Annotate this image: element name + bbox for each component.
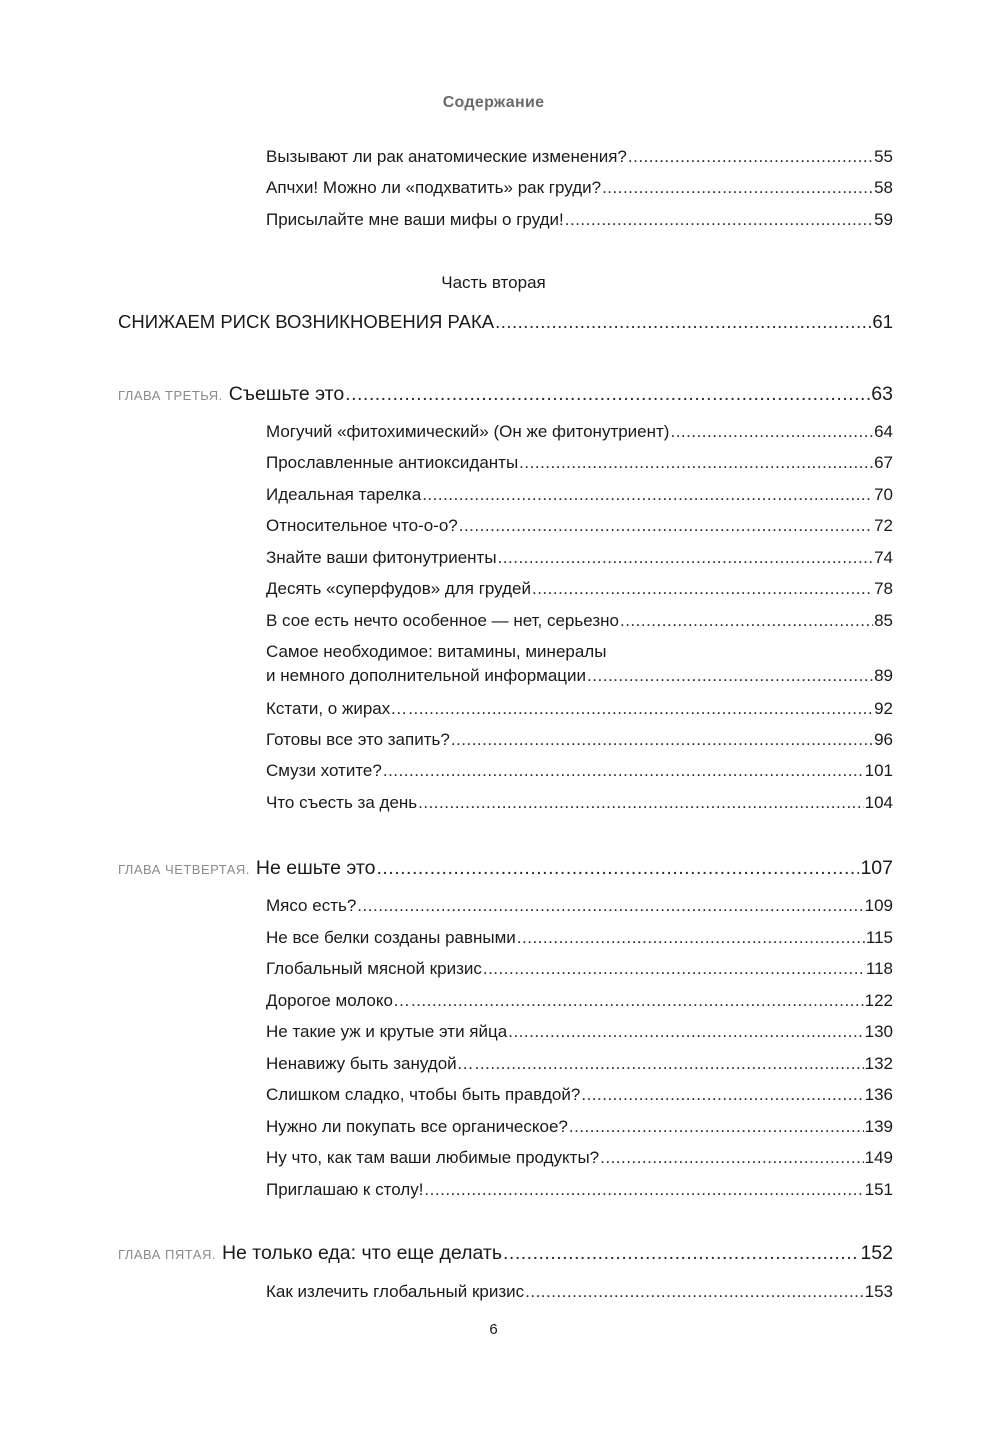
toc-entry-title: Смузи хотите? (266, 761, 382, 780)
leader-dots (519, 452, 873, 474)
part-page: 61 (872, 311, 893, 332)
toc-entry-title: Не все белки созданы равными (266, 928, 516, 947)
page-header: Содержание (442, 94, 545, 111)
leader-dots (408, 698, 873, 720)
leader-dots (345, 383, 870, 405)
leader-dots (503, 1242, 859, 1264)
leader-dots (357, 895, 863, 917)
leader-dots (670, 421, 873, 443)
leader-dots (483, 958, 865, 980)
toc-entry[interactable] (266, 452, 893, 474)
toc-entry[interactable] (266, 547, 893, 569)
leader-dots (495, 311, 871, 333)
toc-entry[interactable] (266, 1147, 893, 1169)
toc-entry-page: 58 (874, 178, 893, 197)
chapter-title: Не ешьте это (255, 857, 376, 879)
leader-dots (383, 760, 864, 782)
toc-entry-page: 89 (874, 666, 893, 685)
chapter-label: ГЛАВА ТРЕТЬЯ. (118, 388, 223, 403)
leader-dots (451, 729, 873, 751)
toc-entry-title: Вызывают ли рак анатомические изменения? (266, 147, 627, 166)
toc-entry-page: 55 (874, 147, 893, 166)
toc-entry[interactable] (266, 958, 893, 980)
toc-entry-page: 130 (864, 1022, 893, 1041)
toc-entry-page: 67 (874, 453, 893, 472)
leader-dots (517, 927, 865, 949)
toc-entry[interactable] (266, 1116, 893, 1138)
toc-entry-title: Глобальный мясной кризис (266, 959, 482, 978)
toc-entry-title: Нужно ли покупать все органическое? (266, 1117, 568, 1136)
toc-entry-page: 136 (864, 1085, 893, 1104)
leader-dots (424, 1179, 863, 1201)
toc-entry-page: 59 (874, 210, 893, 229)
toc-entry-title: Готовы все это запить? (266, 730, 450, 749)
toc-entry-page: 70 (874, 485, 893, 504)
leader-dots (525, 1281, 864, 1303)
toc-entry[interactable] (266, 421, 893, 443)
toc-entry-title: Знайте ваши фитонутриенты (266, 548, 497, 567)
toc-entry[interactable] (266, 927, 893, 949)
toc-entry[interactable] (266, 1281, 893, 1303)
toc-entry-line2 (266, 665, 893, 687)
toc-entry-title: Апчхи! Можно ли «подхватить» рак груди? (266, 178, 602, 197)
toc-entry[interactable] (266, 146, 893, 168)
toc-entry[interactable] (266, 792, 893, 814)
toc-entry-page: 78 (874, 579, 893, 598)
toc-entry-page: 149 (864, 1148, 893, 1167)
chapter-label: ГЛАВА ПЯТАЯ. (118, 1247, 216, 1262)
leader-dots (602, 177, 873, 199)
toc-entry[interactable] (266, 1084, 893, 1106)
toc-entry[interactable] (266, 1053, 893, 1075)
toc-entry-title: Относительное что-о-о? (266, 516, 458, 535)
toc-entry-title: Присылайте мне ваши мифы о груди! (266, 210, 564, 229)
leader-dots (581, 1084, 863, 1106)
leader-dots (422, 484, 873, 506)
leader-dots (569, 1116, 864, 1138)
toc-entry-page: 74 (874, 548, 893, 567)
chapter-page: 107 (860, 857, 893, 879)
toc-entry-title: Что съесть за день (266, 793, 418, 812)
toc-entry-title: Ну что, как там ваши любимые продукты? (266, 1148, 600, 1167)
toc-entry[interactable] (266, 578, 893, 600)
toc-entry-title: Слишком сладко, чтобы быть правдой? (266, 1085, 581, 1104)
part-title: СНИЖАЕМ РИСК ВОЗНИКНОВЕНИЯ РАКА (118, 311, 495, 332)
toc-entry[interactable] (266, 1021, 893, 1043)
toc-entry-page: 118 (865, 959, 893, 978)
toc-entry-page: 72 (874, 516, 893, 535)
toc-entry-page: 151 (864, 1180, 893, 1199)
toc-entry-two-line[interactable] (266, 638, 893, 687)
toc-entry-title: Как излечить глобальный кризис (266, 1282, 525, 1301)
toc-entry-title: Прославленные антиоксиданты (266, 453, 519, 472)
leader-dots (376, 857, 859, 879)
toc-entry-title: Приглашаю к столу! (266, 1180, 424, 1199)
chapter-5-heading[interactable] (118, 1242, 893, 1266)
toc-entry-title: Кстати, о жирах… (266, 699, 408, 718)
toc-entry[interactable] (266, 209, 893, 231)
chapter-4-heading[interactable] (118, 857, 893, 881)
toc-entry[interactable] (266, 484, 893, 506)
toc-entry-page: 132 (864, 1054, 893, 1073)
toc-entry-page: 92 (874, 699, 893, 718)
toc-entry[interactable] (266, 1179, 893, 1201)
leader-dots (508, 1021, 863, 1043)
chapter-title: Съешьте это (228, 383, 345, 405)
toc-entry-page: 122 (864, 991, 893, 1010)
chapter-page: 63 (871, 383, 893, 405)
toc-entry[interactable] (266, 895, 893, 917)
toc-entry-title-line2: и немного дополнительной информации (266, 666, 587, 685)
toc-entry-page: 104 (864, 793, 893, 812)
leader-dots (532, 578, 873, 600)
leader-dots (620, 610, 873, 632)
leader-dots (587, 665, 873, 687)
toc-entry[interactable] (266, 990, 893, 1012)
chapter-title: Не только еда: что еще делать (221, 1242, 502, 1264)
toc-entry-page: 64 (874, 422, 893, 441)
part-title-entry[interactable] (118, 311, 893, 333)
page-number: 6 (489, 1321, 498, 1338)
toc-entry-title: Могучий «фитохимический» (Он же фитонутриент) (266, 422, 670, 441)
toc-entry-title-line1: Самое необходимое: витамины, минералы (266, 642, 607, 661)
toc-entry[interactable] (266, 610, 893, 632)
toc-entry-page: 85 (874, 611, 893, 630)
part-label: Часть вторая (441, 273, 546, 292)
toc-entry-title: Идеальная тарелка (266, 485, 422, 504)
toc-entry[interactable] (266, 729, 893, 751)
leader-dots (498, 547, 874, 569)
chapter-page: 152 (860, 1242, 893, 1264)
toc-entry[interactable] (266, 515, 893, 537)
toc-entry-page: 96 (874, 730, 893, 749)
toc-entry-page: 153 (864, 1282, 893, 1301)
toc-entry-title: Дорогое молоко… (266, 991, 410, 1010)
toc-entry[interactable] (266, 760, 893, 782)
toc-entry[interactable] (266, 698, 893, 720)
leader-dots (418, 792, 863, 814)
toc-entry-title: В сое есть нечто особенное — нет, серьезно (266, 611, 619, 630)
toc-entry-title: Десять «суперфудов» для грудей (266, 579, 531, 598)
leader-dots (459, 515, 873, 537)
toc-entry-page: 109 (864, 896, 893, 915)
toc-entry-page: 115 (865, 928, 893, 947)
leader-dots (600, 1147, 863, 1169)
chapter-3-heading[interactable] (118, 383, 893, 407)
toc-entry-page: 101 (864, 761, 893, 780)
chapter-label: ГЛАВА ЧЕТВЕРТАЯ. (118, 862, 250, 877)
toc-entry[interactable] (266, 177, 893, 199)
toc-entry-page: 139 (864, 1117, 893, 1136)
toc-entry-title: Не такие уж и крутые эти яйца (266, 1022, 508, 1041)
leader-dots (628, 146, 873, 168)
leader-dots (565, 209, 873, 231)
leader-dots (411, 990, 864, 1012)
toc-entry-title: Мясо есть? (266, 896, 357, 915)
leader-dots (475, 1053, 864, 1075)
toc-entry-title: Ненавижу быть занудой… (266, 1054, 474, 1073)
